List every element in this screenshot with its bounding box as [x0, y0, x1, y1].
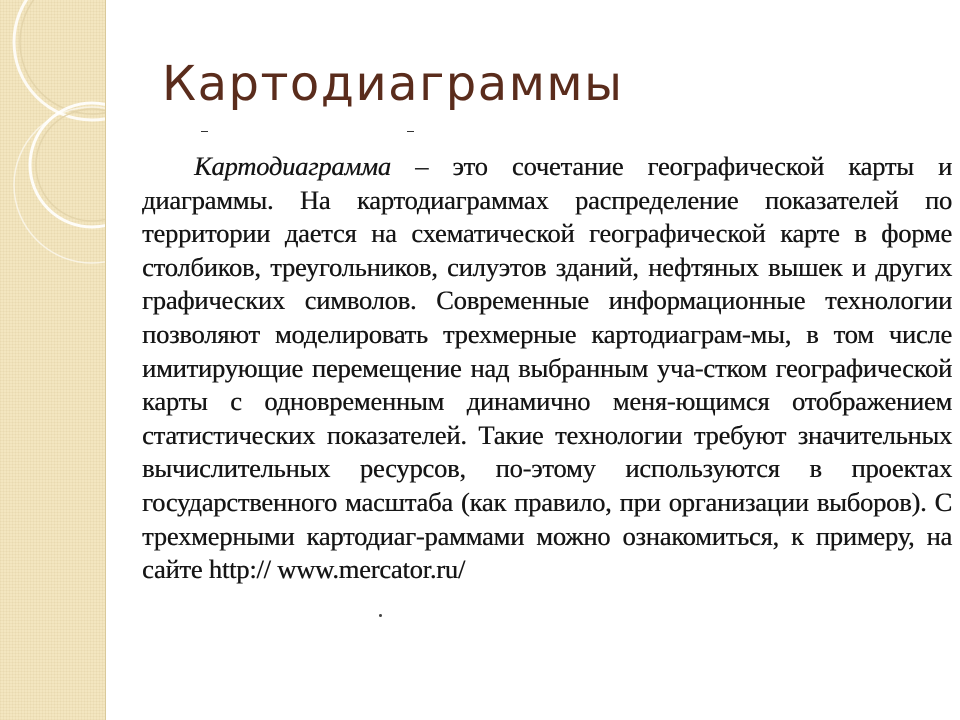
scan-speck: [379, 614, 382, 617]
scanned-paragraph: [142, 150, 952, 587]
slide-title: Картодиаграммы: [162, 56, 624, 112]
decorative-sidebar: [0, 0, 106, 720]
decorative-circles: [0, 0, 105, 720]
definition-text: – это сочетание географической карты и диаграммы. На картодиаграммах распределение показателей по территории дается на схематической географической карте в форме столбиков, треугольников, силуэтов зданий, нефтяных вышек и других графических символов. Современные информационные технологии позволяют моделировать трехмерные картодиаграм-мы, в том числе имитирующие перемещение над выбранным уча-стком географической карты с одновременным динамично меня-ющимся отображением статистических показателей. Такие технологии требуют значительных вычислительных ресурсов, по-этому используются в проектах государственного масштаба (как правило, при организации выборов). С трехмерными картодиаг-раммами можно ознакомиться, к примеру, на сайте http:// www.mercator.ru/: [142, 151, 952, 585]
scan-mark: [407, 131, 414, 132]
term-italic: Картодиаграмма: [194, 151, 391, 181]
scan-mark: [201, 131, 208, 132]
